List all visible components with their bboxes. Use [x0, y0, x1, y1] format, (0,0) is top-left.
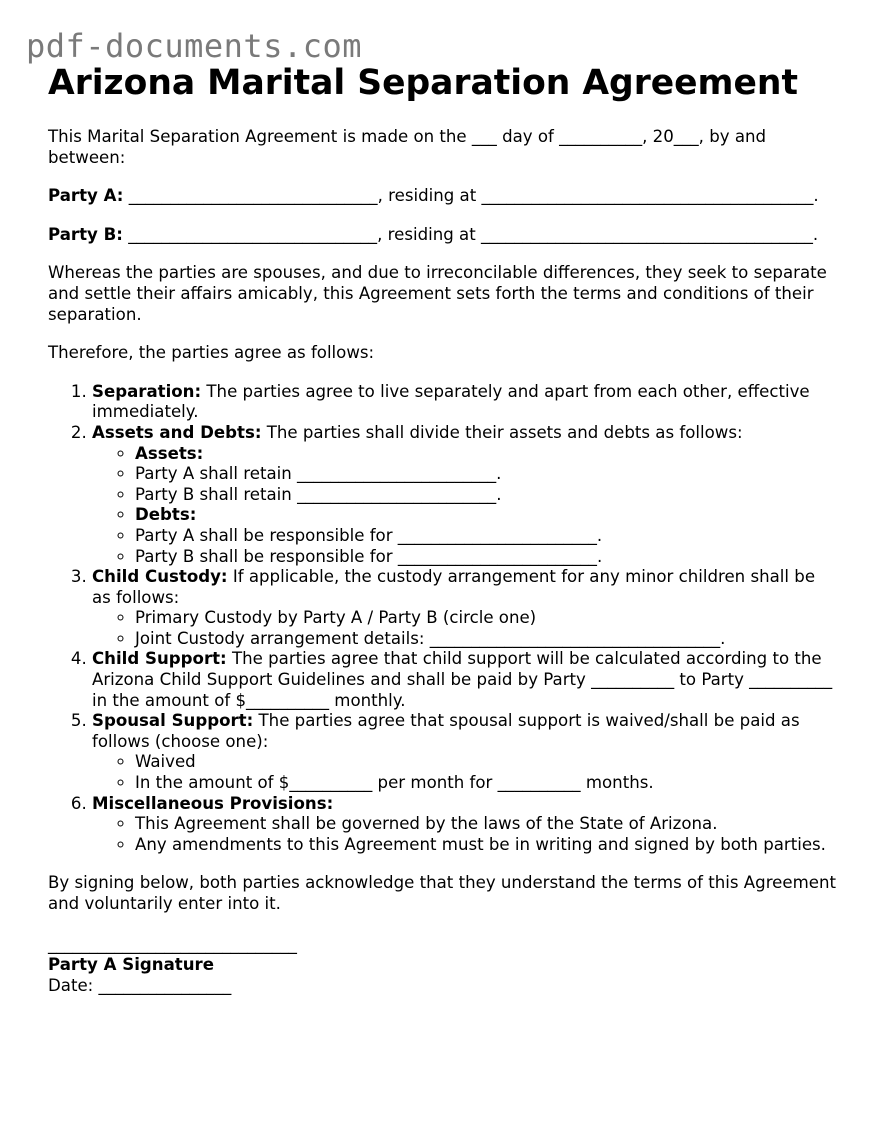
- term-heading: Miscellaneous Provisions:: [92, 793, 334, 813]
- term-subitem-text: In the amount of $__________ per month for __________ months.: [135, 773, 654, 793]
- date-blank: ________________: [93, 975, 232, 995]
- party-a-label: Party A:: [48, 186, 124, 206]
- term-subitem-text: Primary Custody by Party A / Party B (circle one): [135, 608, 537, 628]
- document-body: [48, 127, 838, 996]
- term-subitem-text: Waived: [135, 752, 196, 772]
- term-item: [92, 794, 838, 856]
- term-subitem: [135, 752, 838, 773]
- term-subitem: [135, 505, 838, 526]
- term-heading: Separation:: [92, 381, 202, 401]
- term-item: [92, 382, 838, 423]
- term-sublist: [92, 752, 838, 793]
- term-subitem: [135, 526, 838, 547]
- term-sublist: [92, 444, 838, 568]
- term-heading: Child Custody:: [92, 567, 228, 587]
- term-subitem-text: Any amendments to this Agreement must be in writing and signed by both parties.: [135, 834, 826, 854]
- term-subitem-text: Party B shall be responsible for ________________________.: [135, 546, 603, 566]
- term-subitem-text: Party A shall retain ________________________.: [135, 464, 502, 484]
- term-subitem-text: Debts:: [135, 505, 197, 525]
- intro-paragraph: This Marital Separation Agreement is made on the ___ day of __________, 20___, by and between:: [48, 127, 767, 167]
- term-text: The parties agree that child support will be calculated according to the Arizona Child Support Guidelines and shall be paid by Party __________ to Party __________ in the amount of $__________ monthly.: [92, 649, 833, 710]
- party-a-blanks: ______________________________, residing at ________________________________________.: [123, 186, 819, 206]
- term-text: The parties agree to live separately and apart from each other, effective immediately.: [92, 381, 810, 422]
- term-text: The parties shall divide their assets and debts as follows:: [261, 422, 743, 442]
- term-item: [92, 649, 838, 711]
- term-subitem-text: Party B shall retain ________________________.: [135, 484, 502, 504]
- signature-label-text: Party A Signature: [48, 955, 214, 975]
- term-sublist: [92, 608, 838, 649]
- term-subitem: [135, 835, 838, 856]
- party-a-line: [48, 186, 838, 207]
- term-subitem: [135, 444, 838, 465]
- date-label: Date:: [48, 975, 94, 995]
- term-heading: Spousal Support:: [92, 711, 254, 731]
- term-sublist: [92, 814, 838, 855]
- closing-paragraph: By signing below, both parties acknowledge that they understand the terms of this Agreement and voluntarily enter into it.: [48, 873, 836, 913]
- party-b-line: [48, 225, 838, 246]
- term-subitem: [135, 464, 838, 485]
- term-subitem-text: This Agreement shall be governed by the laws of the State of Arizona.: [135, 814, 718, 834]
- party-b-label: Party B:: [48, 224, 123, 244]
- term-subitem: [135, 608, 838, 629]
- term-item: [92, 711, 838, 793]
- whereas-paragraph: Whereas the parties are spouses, and due to irreconcilable differences, they seek to separate and settle their affairs amicably, this Agreement sets forth the terms and conditions of their separation.: [48, 263, 827, 324]
- date-line: [48, 976, 838, 997]
- term-item: [92, 423, 838, 567]
- therefore-paragraph: Therefore, the parties agree as follows:: [48, 343, 375, 363]
- term-subitem-text: Party A shall be responsible for ________________________.: [135, 525, 603, 545]
- term-item: [92, 567, 838, 649]
- watermark: pdf-documents.com: [26, 27, 363, 65]
- term-text: The parties agree that spousal support is waived/shall be paid as follows (choose one):: [92, 711, 800, 751]
- terms-list: [48, 382, 838, 856]
- signature-label: [48, 955, 838, 976]
- term-subitem: [135, 485, 838, 506]
- party-b-blanks: ______________________________, residing at ________________________________________.: [122, 224, 819, 244]
- term-text: If applicable, the custody arrangement for any minor children shall be as follows:: [92, 567, 816, 607]
- document-title: Arizona Marital Separation Agreement: [48, 63, 798, 103]
- signature-line: ______________________________: [48, 934, 297, 954]
- term-subitem-text: Joint Custody arrangement details: ___________________________________.: [135, 628, 726, 648]
- term-heading: Assets and Debts:: [92, 422, 262, 442]
- term-subitem: [135, 547, 838, 568]
- term-subitem-text: Assets:: [135, 443, 204, 463]
- term-heading: Child Support:: [92, 649, 227, 669]
- term-subitem: [135, 814, 838, 835]
- term-subitem: [135, 629, 838, 650]
- term-subitem: [135, 773, 838, 794]
